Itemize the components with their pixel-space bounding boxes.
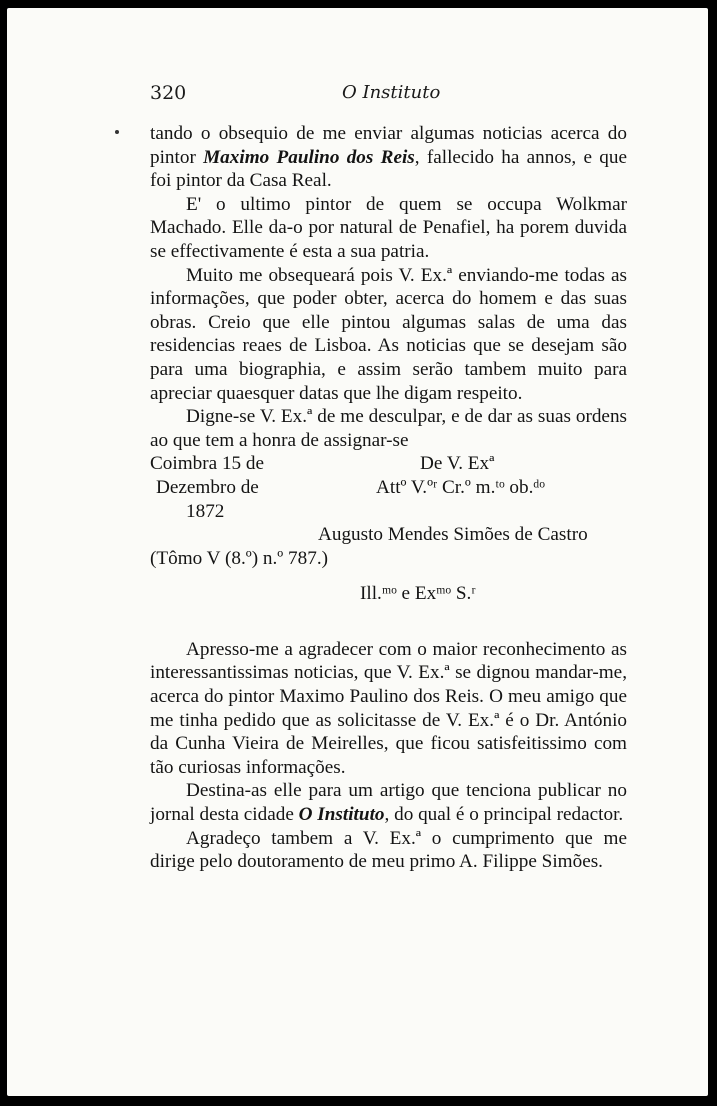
- book-page: [7, 8, 708, 1096]
- closing-row-1: [150, 452, 627, 476]
- letter1-paragraph-3: Muito me obsequeará pois V. Ex.ª enviando-me todas as informações, que poder obter, acerca do homem e das suas obras. Creio que elle pintou algumas salas de uma das residencias reaes de Lisboa. As noticias que se desejam são para uma biographia, e assim serão tambem muito para apreciar quaesquer datas que lhe digam respeito.: [150, 264, 627, 404]
- letter1-paragraph-2: E' o ultimo pintor de quem se occupa Wolkmar Machado. Elle da-o por natural de Penafiel, ha porem duvida se effectivamente é esta a sua patria.: [150, 193, 627, 262]
- signature: Augusto Mendes Simões de Castro: [318, 524, 588, 546]
- closing-row-3: [150, 500, 627, 524]
- letter2-paragraph-2: Destina-as elle para um artigo que tenciona publicar no jornal desta cidade O Instituto, do qual é o principal redactor.: [150, 780, 627, 826]
- signature-row: [150, 523, 627, 547]
- closing-row-2: [150, 476, 627, 500]
- body-text: [150, 122, 627, 874]
- journal-title: O Instituto: [342, 82, 441, 103]
- salutation: Ill.ᵐᵒ e Exᵐᵒ S.ʳ: [360, 583, 476, 605]
- letter2-paragraph-1: Apresso-me a agradecer com o maior reconhecimento as interessantissimas noticias, que V. Ex.ª se dignou mandar-me, acerca do pintor Maximo Paulino dos Reis. O meu amigo que me tinha pedido que as solicitasse de V. Ex.ª é o Dr. António da Cunha Vieira de Meirelles, que ficou satisfeitissimo com tão curiosas informações.: [150, 638, 627, 778]
- journal-reference: O Instituto: [298, 804, 385, 826]
- running-head: [150, 82, 630, 106]
- closing-year: 1872: [186, 500, 225, 522]
- closing-de: De V. Exª: [420, 453, 495, 475]
- letter1-paragraph-1: tando o obsequio de me enviar algumas noticias acerca do pintor Maximo Paulino dos Reis, fallecido ha annos, e que foi pintor da Casa Real.: [150, 123, 627, 192]
- closing-att: Attº V.ºʳ Cr.º m.ᵗᵒ ob.ᵈᵒ: [376, 476, 545, 498]
- margin-mark: [115, 130, 119, 134]
- closing-place: Coimbra 15 de: [150, 453, 265, 475]
- reference: (Tômo V (8.º) n.º 787.): [150, 547, 328, 569]
- letter2-paragraph-3: Agradeço tambem a V. Ex.ª o cumprimento que me dirige pelo doutoramento de meu primo A. Filippe Simões.: [150, 827, 627, 873]
- letter1-paragraph-4: Digne-se V. Ex.ª de me desculpar, e de dar as suas ordens ao que tem a honra de assignar-se: [150, 406, 627, 451]
- closing-month: Dezembro de: [156, 476, 259, 498]
- salutation-row: [150, 582, 627, 606]
- page-number: 320: [150, 82, 187, 104]
- painter-name: Maximo Paulino dos Reis: [203, 146, 415, 168]
- reference-row: [150, 547, 627, 571]
